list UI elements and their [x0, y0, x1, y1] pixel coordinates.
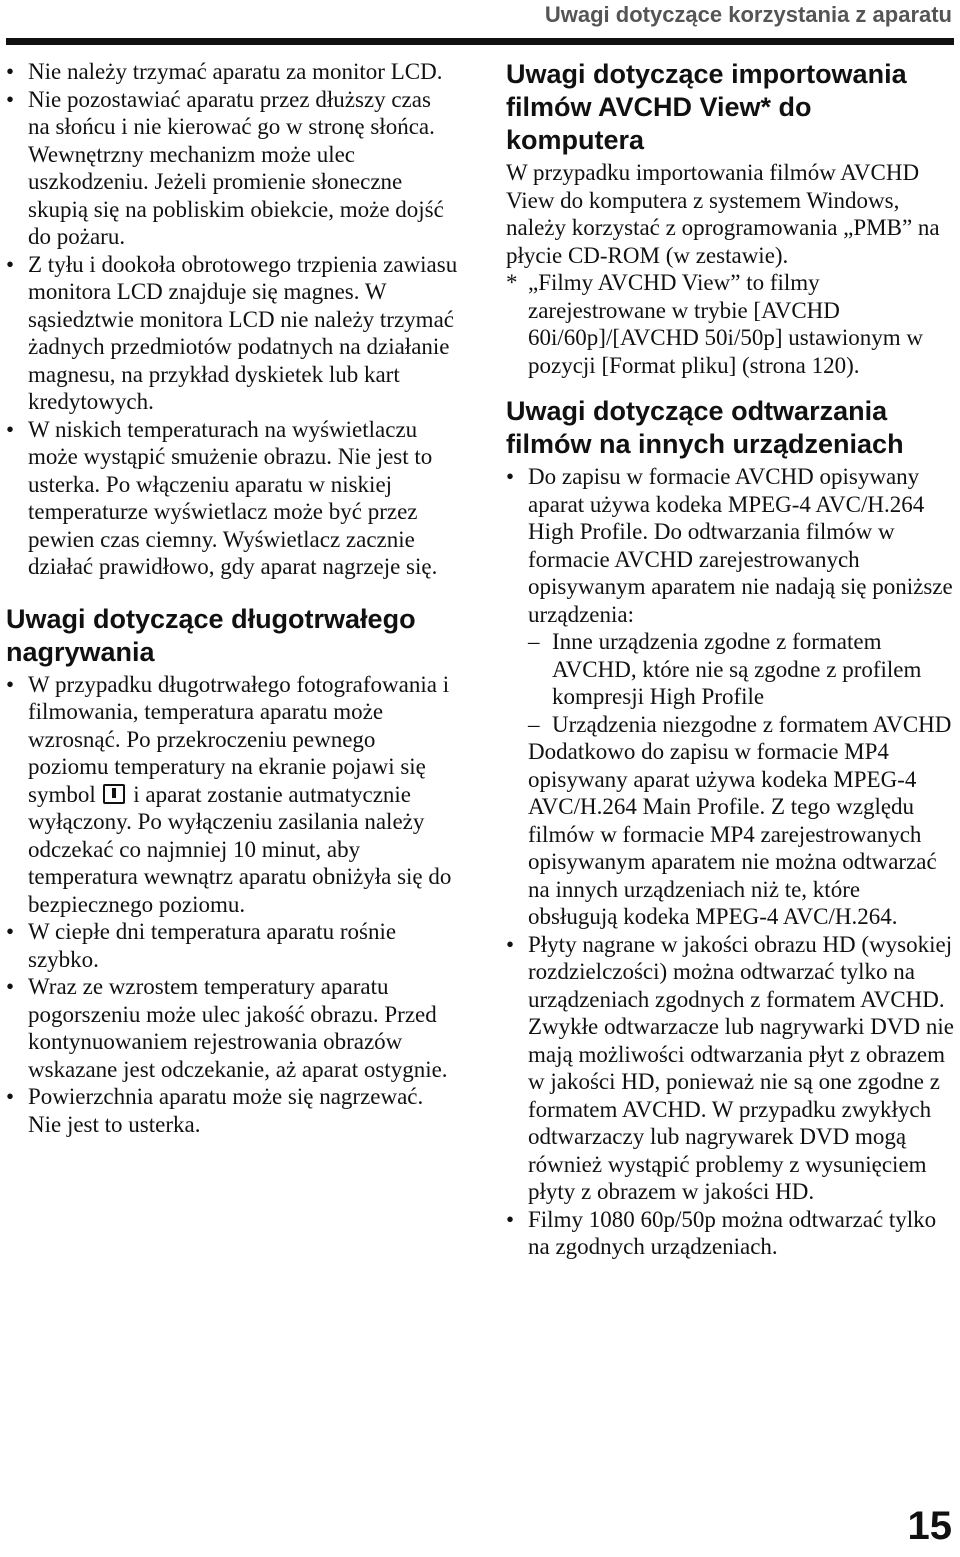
list-item: • Nie pozostawiać aparatu przez dłuższy czas na słońcu i nie kierować go w stronę słońca. Wewnętrzny mechanizm może ulec uszkodzeniu. Jeżeli promienie słoneczne skupią się na pobliskim obiekcie, może dojść do pożaru. — [6, 86, 458, 251]
list-item — [6, 671, 458, 919]
import-heading: Uwagi dotyczące importowania filmów AVCHD View* do komputera — [506, 59, 907, 155]
bullet-text: W przypadku długotrwałego fotografowania i filmowania, temperatura aparatu może wzrosnąć. Po przekroczeniu pewnego poziomu temperatury na ekranie pojawi się symbol — [28, 671, 450, 807]
list-item: • W ciepłe dni temperatura aparatu rośnie szybko. — [6, 918, 458, 973]
bullet-text: i aparat zostanie autmatycznie wyłączony. Po wyłączeniu zasilania należy odczekać co najmniej 10 minut, aby temperatura wewnątrz aparatu obniżyła się do bezpiecznego poziomu. — [28, 781, 452, 917]
running-title: Uwagi dotyczące korzystania z aparatu — [544, 2, 952, 27]
left-column — [6, 58, 458, 1138]
import-body: W przypadku importowania filmów AVCHD View do komputera z systemem Windows, należy korzystać z oprogramowania „PMB” na płycie CD-ROM (w zestawie). — [506, 160, 940, 268]
long-recording-heading: Uwagi dotyczące długotrwałego nagrywania — [6, 603, 416, 667]
list-item: • Nie należy trzymać aparatu za monitor LCD. — [6, 58, 458, 86]
list-item: • Płyty nagrane w jakości obrazu HD (wysokiej rozdzielczości) można odtwarzać tylko na urządzeniach zgodnych z formatem AVCHD. Zwykłe odtwarzacze lub nagrywarki DVD nie mają możliwości odtwarzania płyt z obrazem w jakości HD, ponieważ nie są one zgodne z formatem AVCHD. W przypadku zwykłych odtwarzaczy lub nagrywarek DVD mogą również wystąpić problemy z wysunięciem płyty z obrazem w jakości HD. — [506, 931, 954, 1206]
intro-bullet-list — [6, 58, 458, 581]
playback-bullet-list — [506, 463, 954, 1261]
overheat-warning-icon — [103, 784, 125, 804]
list-item: • Wraz ze wzrostem temperatury aparatu pogorszeniu może ulec jakość obrazu. Przed kontynuowaniem rejestrowania obrazów wskazane jest odczekanie, aż aparat ostygnie. — [6, 973, 458, 1083]
list-item — [506, 463, 954, 931]
dash-item: – Urządzenia niezgodne z formatem AVCHD — [528, 711, 954, 739]
dash-list — [528, 628, 954, 738]
list-item: • Powierzchnia aparatu może się nagrzewać. Nie jest to usterka. — [6, 1083, 458, 1138]
import-footnote — [506, 269, 954, 379]
right-column — [506, 58, 954, 1261]
header-rule — [6, 38, 954, 45]
list-item: • Filmy 1080 60p/50p można odtwarzać tylko na zgodnych urządzeniach. — [506, 1206, 954, 1261]
footnote-mark: * — [506, 270, 518, 295]
list-item: • W niskich temperaturach na wyświetlaczu może wystąpić smużenie obrazu. Nie jest to usterka. Po włączeniu aparatu w niskiej temperaturze wyświetlacz może być przez pewien czas ciemny. Wyświetlacz zacznie działać prawidłowo, gdy aparat nagrzeje się. — [6, 416, 458, 581]
list-item: • Z tyłu i dookoła obrotowego trzpienia zawiasu monitora LCD znajduje się magnes. W sąsiedztwie monitora LCD nie należy trzymać żadnych przedmiotów podatnych na działanie magnesu, na przykład dyskietek lub kart kredytowych. — [6, 251, 458, 416]
long-recording-bullet-list — [6, 671, 458, 1139]
playback-heading: Uwagi dotyczące odtwarzania filmów na innych urządzeniach — [506, 396, 904, 459]
bullet-text: Dodatkowo do zapisu w formacie MP4 opisywany aparat używa kodeka MPEG-4 AVC/H.264 Main Profile. Z tego względu filmów w formacie MP4 zarejestrowanych opisywanym aparatem nie można odtwarzać na innych urządzeniach niż te, które obsługują kodeka MPEG-4 AVC/H.264. — [528, 739, 937, 929]
page-number: 15 — [907, 1504, 952, 1548]
footnote-text: „Filmy AVCHD View” to filmy zarejestrowane w trybie [AVCHD 60i/60p]/[AVCHD 50i/50p] ustawionym w pozycji [Format pliku] (strona 120). — [528, 270, 924, 378]
bullet-text: • Do zapisu w formacie AVCHD opisywany aparat używa kodeka MPEG-4 AVC/H.264 High Profile. Do odtwarzania filmów w formacie AVCHD zarejestrowanych opisywanym aparatem nie nadają się poniższe urządzenia: — [528, 464, 953, 627]
dash-item: – Inne urządzenia zgodne z formatem AVCHD, które nie są zgodne z profilem kompresji High Profile — [528, 628, 954, 711]
